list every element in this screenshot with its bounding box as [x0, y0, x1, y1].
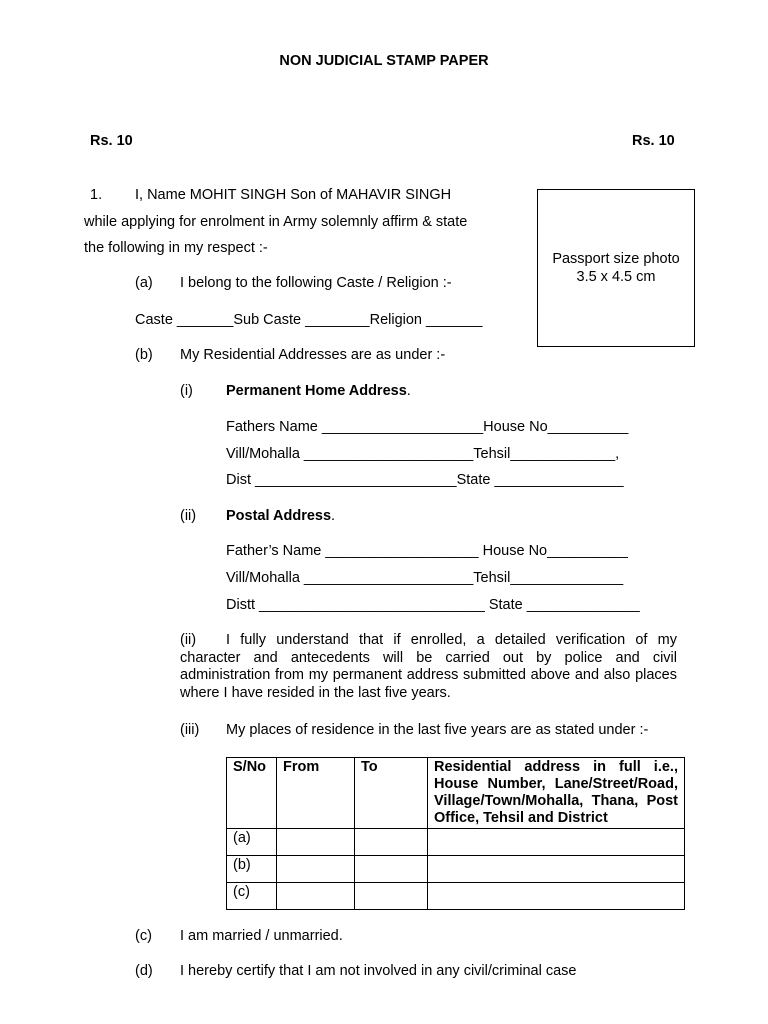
postal-address-heading: Postal Address. [226, 508, 336, 524]
row-to-cell[interactable] [355, 856, 428, 883]
residence-text: My places of residence in the last five years are as stated under :- [226, 722, 649, 738]
item-c-label: (c) [135, 928, 152, 944]
row-address-cell[interactable] [428, 883, 685, 910]
item-b-label: (b) [135, 347, 153, 363]
passport-photo-box [537, 189, 695, 347]
item-b-text: My Residential Addresses are as under :- [180, 347, 446, 363]
intro-line-3: the following in my respect :- [84, 240, 268, 256]
row-sno: (a) [227, 829, 277, 856]
permanent-dist-state-field: Dist _________________________State ________________ [226, 472, 624, 488]
verification-paragraph: (ii) I fully understand that if enrolled, a detailed verification of my character and antecedents will be carried out by police and civil administration from my permanent address submitted above and also places where I have resided in the last five years. [180, 632, 677, 701]
item-d-text: I hereby certify that I am not involved in any civil/criminal case [180, 963, 577, 979]
row-from-cell[interactable] [277, 829, 355, 856]
permanent-address-heading: Permanent Home Address. [226, 383, 411, 399]
page-title: NON JUDICIAL STAMP PAPER [279, 53, 489, 69]
row-address-cell[interactable] [428, 829, 685, 856]
permanent-address-number: (i) [180, 383, 193, 399]
postal-address-number: (ii) [180, 508, 197, 524]
residence-number: (iii) [180, 722, 200, 738]
table-row [227, 829, 685, 856]
item-d-label: (d) [135, 963, 153, 979]
item-c-text: I am married / unmarried. [180, 928, 343, 944]
row-from-cell[interactable] [277, 856, 355, 883]
row-sno: (b) [227, 856, 277, 883]
intro-line-2: while applying for enrolment in Army solemnly affirm & state [84, 214, 468, 230]
row-sno: (c) [227, 883, 277, 910]
header-sno: S/No [227, 758, 277, 829]
postal-distt-state-field: Distt ____________________________ State ______________ [226, 597, 640, 613]
table-row [227, 856, 685, 883]
row-to-cell[interactable] [355, 829, 428, 856]
row-address-cell[interactable] [428, 856, 685, 883]
photo-label: Passport size photo [552, 251, 680, 267]
residence-table [226, 757, 685, 910]
header-residential-address: Residential address in full i.e., House Number, Lane/Street/Road, Village/Town/Mohalla, Thana, Post Office, Tehsil and District [428, 758, 685, 829]
postal-vill-tehsil-field: Vill/Mohalla _____________________Tehsil______________ [226, 570, 624, 586]
row-to-cell[interactable] [355, 883, 428, 910]
row-from-cell[interactable] [277, 883, 355, 910]
item-a-label: (a) [135, 275, 153, 291]
table-row [227, 883, 685, 910]
permanent-fathers-name-field: Fathers Name ____________________House No__________ [226, 419, 629, 435]
permanent-vill-tehsil-field: Vill/Mohalla _____________________Tehsil_____________, [226, 446, 620, 462]
table-header-row [227, 758, 685, 829]
item-a-text: I belong to the following Caste / Religion :- [180, 275, 452, 291]
stamp-value-right: Rs. 10 [632, 133, 675, 149]
intro-number: 1. [90, 187, 103, 203]
stamp-value-left: Rs. 10 [90, 133, 133, 149]
header-from: From [277, 758, 355, 829]
intro-line-1: I, Name MOHIT SINGH Son of MAHAVIR SINGH [135, 187, 452, 203]
header-to: To [355, 758, 428, 829]
postal-fathers-name-field: Father’s Name ___________________ House No__________ [226, 543, 628, 559]
caste-religion-fields: Caste _______Sub Caste ________Religion _______ [135, 312, 483, 328]
photo-size: 3.5 x 4.5 cm [576, 269, 656, 285]
